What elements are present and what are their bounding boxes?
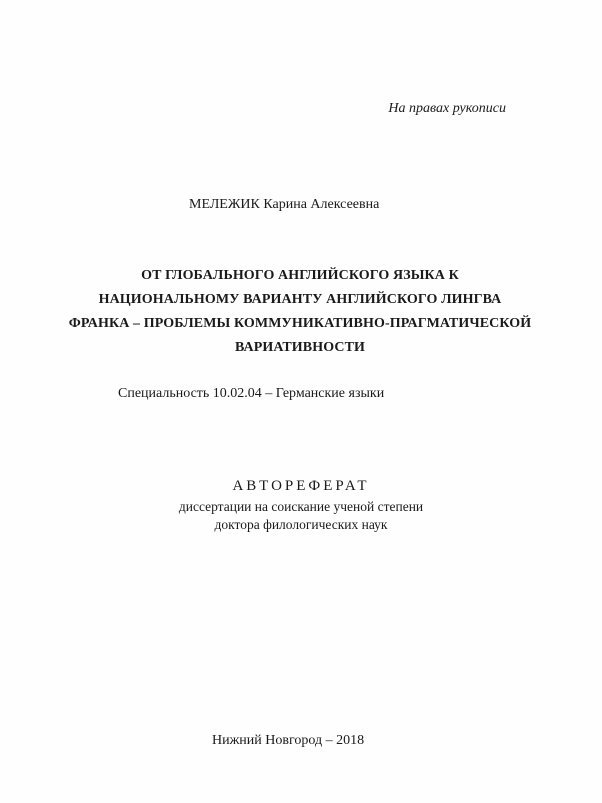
degree-purpose: [0, 498, 602, 534]
purpose-line: диссертации на соискание ученой степени: [178, 499, 424, 514]
title-line: ОТ ГЛОБАЛЬНОГО АНГЛИЙСКОГО ЯЗЫКА К: [141, 268, 459, 283]
title-line: НАЦИОНАЛЬНОМУ ВАРИАНТУ АНГЛИЙСКОГО ЛИНГВА: [98, 292, 502, 307]
specialty-line: Специальность 10.02.04 – Германские языки: [118, 386, 385, 401]
place-year: Нижний Новгород – 2018: [212, 733, 365, 748]
title-line: ВАРИАТИВНОСТИ: [234, 340, 366, 355]
rights-note: На правах рукописи: [388, 101, 506, 116]
title-line: ФРАНКА – ПРОБЛЕМЫ КОММУНИКАТИВНО-ПРАГМАТИЧЕСКОЙ: [68, 316, 532, 331]
document-type: АВТОРЕФЕРАТ: [232, 478, 370, 494]
author-name: МЕЛЕЖИК Карина Алексеевна: [189, 197, 380, 212]
dissertation-title: [40, 264, 560, 360]
purpose-line: доктора филологических наук: [214, 517, 388, 532]
